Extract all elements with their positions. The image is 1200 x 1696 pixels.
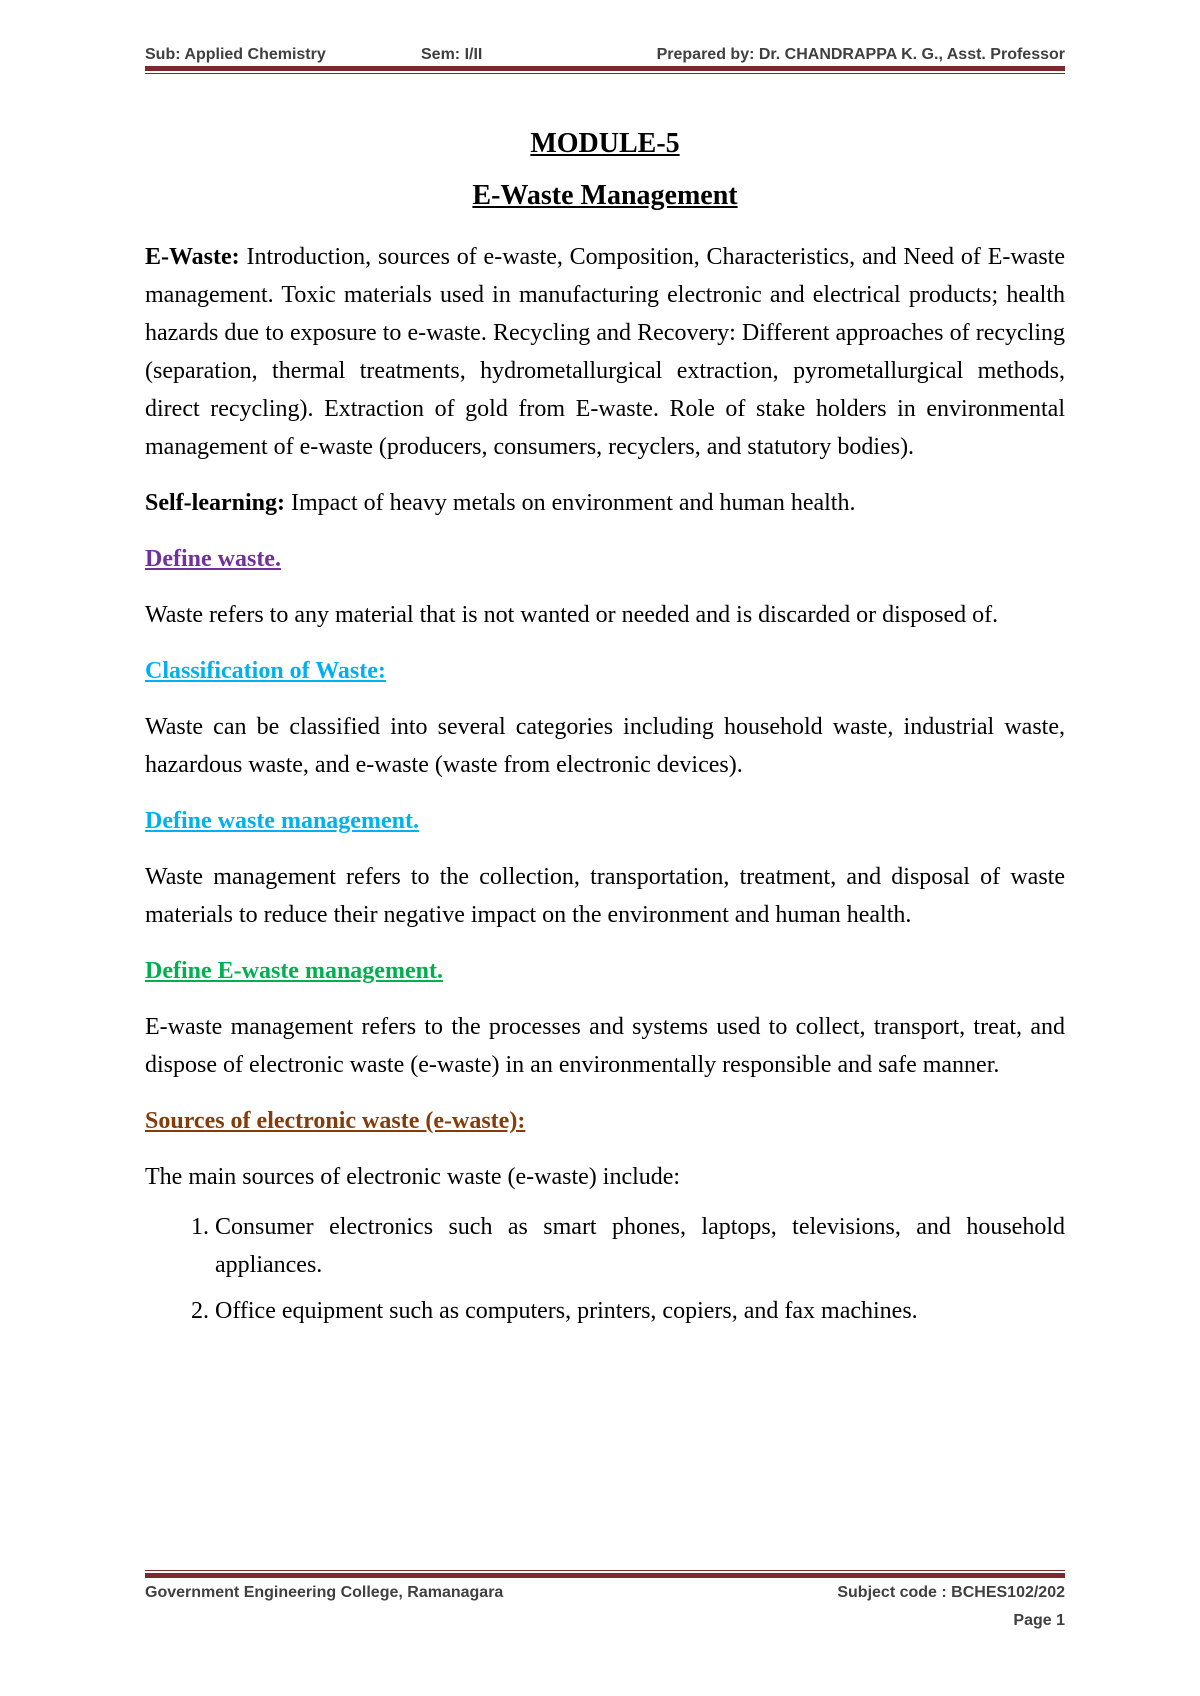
self-learning-paragraph	[145, 484, 1065, 522]
footer-college: Government Engineering College, Ramanagara	[145, 1584, 504, 1601]
header-subject: Sub: Applied Chemistry	[145, 46, 326, 63]
page-number: Page 1	[1013, 1612, 1065, 1629]
syllabus-text: Introduction, sources of e-waste, Composition, Characteristics, and Need of E-waste management. Toxic materials used in manufacturing electronic and electrical products; health hazards due to exposure to e-waste. Recycling and Recovery: Different approaches of recycling (separation, thermal treatments, hydrometallurgical extraction, pyrometallurgical methods, direct recycling). Extraction of gold from E-waste. Role of stake holders in environmental management of e-waste (producers, consumers, recyclers, and statutory bodies).	[145, 244, 1065, 460]
list-item: 1. Consumer electronics such as smart phones, laptops, televisions, and household appliances.	[215, 1208, 1065, 1284]
footer-rule-thin	[145, 1570, 1065, 1571]
list-item: 2. Office equipment such as computers, printers, copiers, and fax machines.	[215, 1292, 1065, 1330]
waste-management-body: Waste management refers to the collection, transportation, treatment, and disposal of waste materials to reduce their negative impact on the environment and human health.	[145, 864, 1065, 928]
waste-management-heading: Define waste management.	[145, 808, 419, 834]
define-waste-heading: Define waste.	[145, 546, 281, 572]
classification-heading: Classification of Waste:	[145, 658, 386, 684]
header-rule-thick	[145, 66, 1065, 71]
syllabus-paragraph	[145, 238, 1065, 466]
footer-subject-code: Subject code : BCHES102/202	[837, 1584, 1065, 1601]
page-footer	[145, 1580, 1065, 1640]
define-waste-body: Waste refers to any material that is not wanted or needed and is discarded or disposed of.	[145, 602, 999, 628]
classification-body: Waste can be classified into several categories including household waste, industrial waste, hazardous waste, and e-waste (waste from electronic devices).	[145, 714, 1065, 778]
self-learning-text: Impact of heavy metals on environment and human health.	[284, 490, 856, 516]
sources-intro: The main sources of electronic waste (e-waste) include:	[145, 1164, 681, 1190]
syllabus-label: E-Waste:	[145, 244, 240, 270]
header-semester: Sem: I/II	[421, 46, 483, 63]
ewaste-management-body: E-waste management refers to the processes and systems used to collect, transport, treat, and dispose of electronic waste (e-waste) in an environmentally responsible and safe manner.	[145, 1014, 1065, 1078]
page-header	[145, 44, 1065, 68]
header-rule-thin	[145, 73, 1065, 74]
ewaste-management-heading: Define E-waste management.	[145, 958, 443, 984]
module-topic: E-Waste Management	[472, 180, 738, 211]
footer-rule-thick	[145, 1573, 1065, 1578]
header-prepared-by: Prepared by: Dr. CHANDRAPPA K. G., Asst. Professor	[656, 46, 1065, 63]
self-learning-label: Self-learning:	[145, 490, 285, 516]
sources-heading: Sources of electronic waste (e-waste):	[145, 1108, 526, 1134]
module-title: MODULE-5	[530, 128, 680, 159]
sources-list	[145, 1208, 1065, 1330]
document-body	[145, 124, 1065, 1330]
